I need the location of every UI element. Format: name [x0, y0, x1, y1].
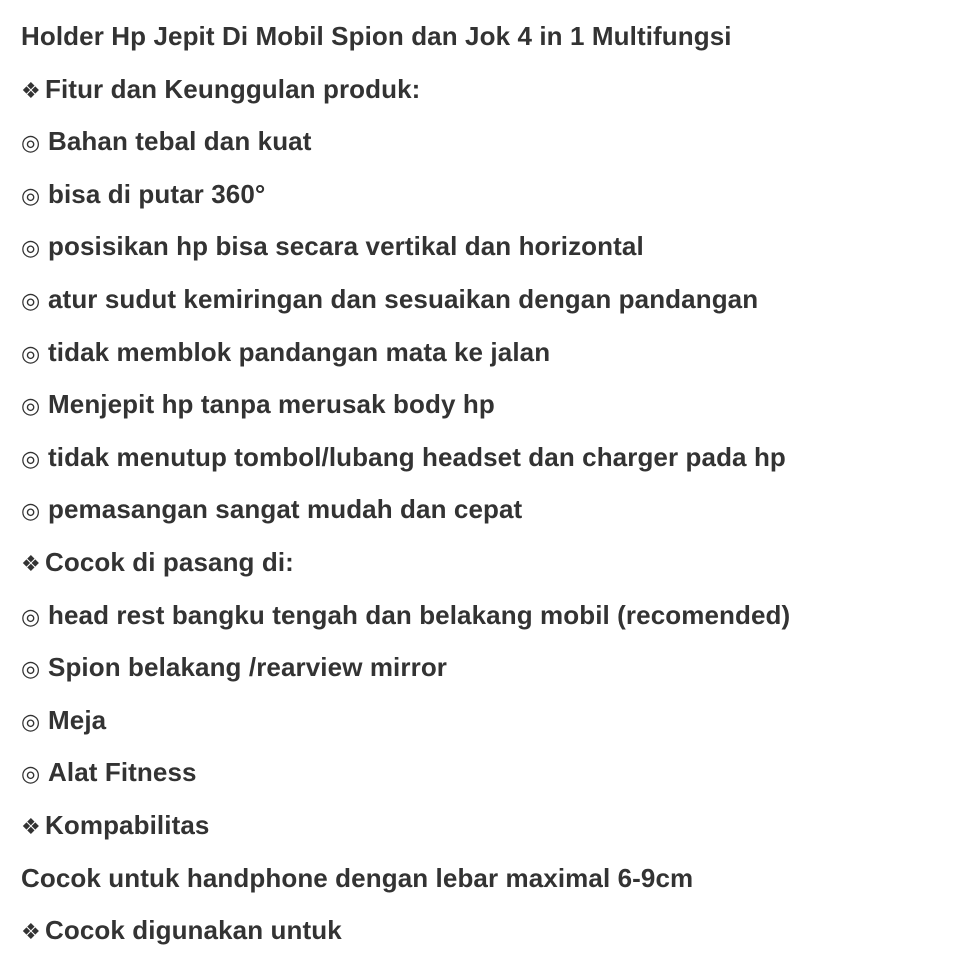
section-heading-compatibility [21, 803, 960, 856]
placement-item-text: Meja [48, 704, 107, 735]
feature-item [21, 435, 960, 488]
feature-item [21, 382, 960, 435]
placement-item [21, 645, 960, 698]
placement-item [21, 698, 960, 751]
circle-bullet-icon: ◎ [21, 236, 41, 262]
circle-bullet-icon: ◎ [21, 183, 41, 209]
circle-bullet-icon: ◎ [21, 762, 41, 788]
section-heading-text: Cocok di pasang di: [45, 546, 294, 577]
feature-item-text: Bahan tebal dan kuat [48, 126, 312, 157]
diamond-bullet-icon: ❖ [21, 551, 41, 577]
circle-bullet-icon: ◎ [21, 394, 41, 420]
placement-item-text: Alat Fitness [48, 757, 197, 788]
feature-item [21, 119, 960, 172]
section-heading-text: Kompabilitas [45, 809, 210, 840]
section-heading-usage [21, 908, 960, 960]
section-heading-placement [21, 540, 960, 593]
section-heading-text: Fitur dan Keunggulan produk: [45, 73, 421, 104]
placement-item-text: head rest bangku tengah dan belakang mobil (recomended) [48, 599, 791, 630]
circle-bullet-icon: ◎ [21, 499, 41, 525]
section-heading-features [21, 67, 960, 120]
section-heading-text: Cocok digunakan untuk [45, 915, 342, 946]
feature-item [21, 224, 960, 277]
feature-item [21, 172, 960, 225]
product-title: Holder Hp Jepit Di Mobil Spion dan Jok 4 in 1 Multifungsi [21, 21, 732, 51]
circle-bullet-icon: ◎ [21, 657, 41, 683]
feature-item-text: bisa di putar 360° [48, 178, 266, 209]
diamond-bullet-icon: ❖ [21, 920, 41, 946]
circle-bullet-icon: ◎ [21, 709, 41, 735]
circle-bullet-icon: ◎ [21, 341, 41, 367]
placement-item-text: Spion belakang /rearview mirror [48, 652, 448, 683]
feature-item-text: pemasangan sangat mudah dan cepat [48, 494, 523, 525]
feature-item-text: Menjepit hp tanpa merusak body hp [48, 389, 495, 420]
compatibility-text: Cocok untuk handphone dengan lebar maximal 6-9cm [21, 862, 694, 893]
feature-item [21, 487, 960, 540]
feature-item-text: tidak memblok pandangan mata ke jalan [48, 336, 551, 367]
feature-item-text: tidak menutup tombol/lubang headset dan charger pada hp [48, 441, 786, 472]
circle-bullet-icon: ◎ [21, 131, 41, 157]
circle-bullet-icon: ◎ [21, 288, 41, 314]
feature-item-text: atur sudut kemiringan dan sesuaikan dengan pandangan [48, 283, 759, 314]
circle-bullet-icon: ◎ [21, 604, 41, 630]
feature-item-text: posisikan hp bisa secara vertikal dan horizontal [48, 231, 644, 262]
feature-item [21, 330, 960, 383]
feature-item [21, 277, 960, 330]
diamond-bullet-icon: ❖ [21, 814, 41, 840]
placement-item [21, 750, 960, 803]
placement-item [21, 593, 960, 646]
diamond-bullet-icon: ❖ [21, 78, 41, 104]
circle-bullet-icon: ◎ [21, 446, 41, 472]
